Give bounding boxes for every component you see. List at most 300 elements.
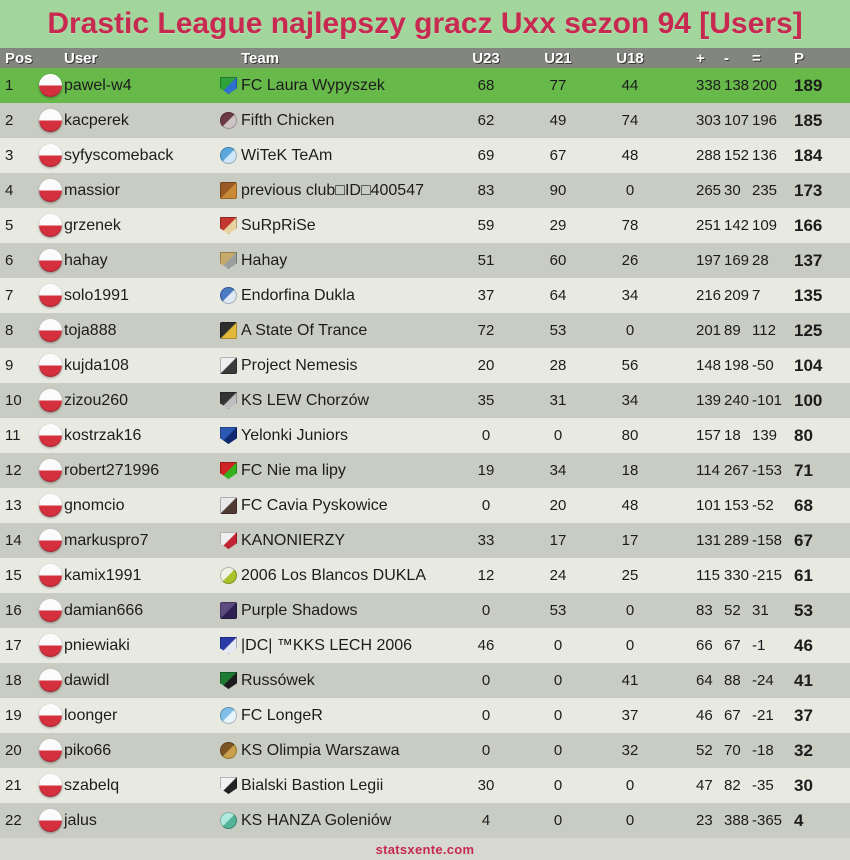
flag-cell — [36, 599, 64, 622]
user-name: szabelq — [64, 776, 120, 794]
flag-cell — [36, 704, 64, 727]
table-row — [0, 488, 850, 523]
plus-value: 47 — [696, 777, 713, 794]
column-header-u18: U18 — [616, 49, 644, 67]
badge-cell — [220, 777, 241, 794]
badge-cell — [220, 77, 241, 94]
user-name: kamix1991 — [64, 566, 142, 584]
minus-value: 142 — [724, 217, 750, 234]
equals-value: 31 — [752, 602, 769, 619]
u23-value: 62 — [477, 112, 495, 129]
plus-value: 265 — [696, 182, 722, 199]
u18-value: 34 — [621, 392, 639, 409]
table-row — [0, 558, 850, 593]
points-value: 189 — [794, 75, 823, 95]
team-name: 2006 Los Blancos DUKLA — [241, 566, 426, 584]
equals-value: -153 — [752, 462, 783, 479]
equals-value: 112 — [752, 322, 776, 339]
column-header-minus: - — [724, 49, 729, 67]
badge-cell — [220, 462, 241, 479]
poland-flag-icon — [39, 214, 62, 237]
flag-cell — [36, 424, 64, 447]
pos-label: 2 — [5, 112, 14, 129]
table-row — [0, 663, 850, 698]
table-row — [0, 173, 850, 208]
user-name: piko66 — [64, 741, 112, 759]
minus-value: 138 — [724, 77, 750, 94]
u23-value: 20 — [477, 357, 495, 374]
pos-label: 21 — [5, 777, 22, 794]
plus-value: 139 — [696, 392, 722, 409]
u18-value: 0 — [625, 602, 635, 619]
team-badge-icon — [220, 462, 237, 479]
team-name: Hahay — [241, 251, 288, 269]
plus-value: 46 — [696, 707, 713, 724]
u21-value: 0 — [553, 812, 563, 829]
user-name: loonger — [64, 706, 118, 724]
team-badge-icon — [220, 497, 237, 514]
pos-label: 6 — [5, 252, 14, 269]
user-name: pawel-w4 — [64, 76, 132, 94]
u21-value: 34 — [549, 462, 567, 479]
u21-value: 0 — [553, 742, 563, 759]
u21-value: 29 — [549, 217, 567, 234]
u21-value: 0 — [553, 777, 563, 794]
team-badge-icon — [220, 112, 237, 129]
equals-value: 7 — [752, 287, 761, 304]
poland-flag-icon — [39, 809, 62, 832]
points-value: 137 — [794, 250, 823, 270]
flag-cell — [36, 249, 64, 272]
u21-value: 0 — [553, 637, 563, 654]
u21-value: 64 — [549, 287, 567, 304]
u23-value: 0 — [481, 427, 491, 444]
equals-value: -215 — [752, 567, 783, 584]
pos-label: 16 — [5, 602, 22, 619]
plus-value: 64 — [696, 672, 713, 689]
team-name: Bialski Bastion Legii — [241, 776, 384, 794]
footer-site-label: statsxente.com — [375, 841, 475, 857]
user-name: massior — [64, 181, 121, 199]
points-value: 80 — [794, 425, 813, 445]
user-name: kacperek — [64, 111, 129, 129]
poland-flag-icon — [39, 319, 62, 342]
u18-value: 78 — [621, 217, 639, 234]
poland-flag-icon — [39, 424, 62, 447]
team-name: SuRpRiSe — [241, 216, 316, 234]
poland-flag-icon — [39, 284, 62, 307]
points-value: 37 — [794, 705, 813, 725]
plus-value: 83 — [696, 602, 713, 619]
team-badge-icon — [220, 182, 237, 199]
minus-value: 330 — [724, 567, 750, 584]
title-bar — [0, 0, 850, 48]
flag-cell — [36, 774, 64, 797]
table-row — [0, 348, 850, 383]
poland-flag-icon — [39, 74, 62, 97]
user-name: pniewiaki — [64, 636, 130, 654]
u23-value: 51 — [477, 252, 495, 269]
badge-cell — [220, 147, 241, 164]
team-name: Yelonki Juniors — [241, 426, 349, 444]
team-name: KS Olimpia Warszawa — [241, 741, 400, 759]
points-value: 104 — [794, 355, 823, 375]
pos-label: 19 — [5, 707, 22, 724]
user-name: damian666 — [64, 601, 144, 619]
plus-value: 303 — [696, 112, 722, 129]
pos-label: 9 — [5, 357, 14, 374]
user-name: kostrzak16 — [64, 426, 142, 444]
flag-cell — [36, 389, 64, 412]
u23-value: 46 — [477, 637, 495, 654]
flag-cell — [36, 214, 64, 237]
user-name: solo1991 — [64, 286, 129, 304]
pos-label: 14 — [5, 532, 22, 549]
table-row — [0, 523, 850, 558]
u18-value: 34 — [621, 287, 639, 304]
u18-value: 41 — [621, 672, 639, 689]
points-value: 135 — [794, 285, 823, 305]
column-header-pos: Pos — [5, 49, 33, 67]
flag-cell — [36, 739, 64, 762]
u21-value: 53 — [549, 602, 567, 619]
equals-value: -52 — [752, 497, 774, 514]
team-name: |DC| ™KKS LECH 2006 — [241, 636, 413, 654]
column-header-u23: U23 — [472, 49, 500, 67]
minus-value: 82 — [724, 777, 741, 794]
badge-cell — [220, 322, 241, 339]
points-value: 68 — [794, 495, 813, 515]
minus-value: 153 — [724, 497, 750, 514]
equals-value: -1 — [752, 637, 766, 654]
column-header-equals: = — [752, 49, 761, 67]
flag-cell — [36, 319, 64, 342]
table-row — [0, 383, 850, 418]
points-value: 173 — [794, 180, 823, 200]
poland-flag-icon — [39, 704, 62, 727]
u21-value: 28 — [549, 357, 567, 374]
u23-value: 4 — [481, 812, 491, 829]
u18-value: 0 — [625, 777, 635, 794]
plus-value: 114 — [696, 462, 720, 479]
badge-cell — [220, 182, 241, 199]
column-header-plus: + — [696, 49, 705, 67]
table-row — [0, 313, 850, 348]
column-header-team: Team — [241, 49, 280, 67]
pos-label: 7 — [5, 287, 14, 304]
pos-label: 15 — [5, 567, 22, 584]
equals-value: -24 — [752, 672, 774, 689]
minus-value: 18 — [724, 427, 741, 444]
flag-cell — [36, 564, 64, 587]
points-value: 41 — [794, 670, 813, 690]
pos-label: 20 — [5, 742, 22, 759]
u23-value: 83 — [477, 182, 495, 199]
team-badge-icon — [220, 602, 237, 619]
table-row — [0, 803, 850, 838]
points-value: 4 — [794, 810, 804, 830]
flag-cell — [36, 354, 64, 377]
team-name: Purple Shadows — [241, 601, 358, 619]
u23-value: 69 — [477, 147, 495, 164]
points-value: 100 — [794, 390, 823, 410]
table-row — [0, 698, 850, 733]
plus-value: 52 — [696, 742, 713, 759]
u21-value: 77 — [549, 77, 567, 94]
table-row — [0, 733, 850, 768]
team-badge-icon — [220, 77, 237, 94]
equals-value: -158 — [752, 532, 783, 549]
minus-value: 70 — [724, 742, 741, 759]
minus-value: 388 — [724, 812, 750, 829]
plus-value: 157 — [696, 427, 722, 444]
flag-cell — [36, 529, 64, 552]
poland-flag-icon — [39, 179, 62, 202]
table-row — [0, 208, 850, 243]
team-name: WiTeK TeAm — [241, 146, 333, 164]
u23-value: 37 — [477, 287, 495, 304]
u23-value: 68 — [477, 77, 495, 94]
poland-flag-icon — [39, 669, 62, 692]
badge-cell — [220, 742, 241, 759]
equals-value: -21 — [752, 707, 774, 724]
u23-value: 72 — [477, 322, 495, 339]
u18-value: 44 — [621, 77, 639, 94]
u18-value: 17 — [621, 532, 639, 549]
minus-value: 67 — [724, 637, 741, 654]
points-value: 185 — [794, 110, 823, 130]
plus-value: 338 — [696, 77, 722, 94]
user-name: hahay — [64, 251, 108, 269]
u21-value: 67 — [549, 147, 567, 164]
team-name: Russówek — [241, 671, 315, 689]
team-badge-icon — [220, 567, 237, 584]
team-name: A State Of Trance — [241, 321, 368, 339]
team-name: KS LEW Chorzów — [241, 391, 370, 409]
table-header-row — [0, 48, 850, 68]
equals-value: -101 — [752, 392, 783, 409]
badge-cell — [220, 392, 241, 409]
table-row — [0, 768, 850, 803]
flag-cell — [36, 809, 64, 832]
minus-value: 152 — [724, 147, 750, 164]
pos-label: 22 — [5, 812, 22, 829]
u18-value: 37 — [621, 707, 639, 724]
plus-value: 288 — [696, 147, 722, 164]
badge-cell — [220, 287, 241, 304]
table-row — [0, 628, 850, 663]
equals-value: -35 — [752, 777, 774, 794]
team-name: Fifth Chicken — [241, 111, 335, 129]
poland-flag-icon — [39, 634, 62, 657]
badge-cell — [220, 707, 241, 724]
plus-value: 23 — [696, 812, 713, 829]
points-value: 166 — [794, 215, 823, 235]
points-value: 53 — [794, 600, 813, 620]
u23-value: 0 — [481, 707, 491, 724]
team-name: FC Cavia Pyskowice — [241, 496, 388, 514]
u23-value: 35 — [477, 392, 495, 409]
points-value: 46 — [794, 635, 813, 655]
user-name: zizou260 — [64, 391, 129, 409]
minus-value: 267 — [724, 462, 750, 479]
flag-cell — [36, 284, 64, 307]
minus-value: 289 — [724, 532, 750, 549]
plus-value: 131 — [696, 532, 722, 549]
table-row — [0, 278, 850, 313]
u23-value: 0 — [481, 672, 491, 689]
points-value: 30 — [794, 775, 813, 795]
flag-cell — [36, 74, 64, 97]
poland-flag-icon — [39, 494, 62, 517]
equals-value: 28 — [752, 252, 769, 269]
u18-value: 26 — [621, 252, 639, 269]
equals-value: 200 — [752, 77, 778, 94]
minus-value: 198 — [724, 357, 750, 374]
pos-label: 1 — [5, 77, 14, 94]
points-value: 32 — [794, 740, 813, 760]
table-row — [0, 453, 850, 488]
user-name: jalus — [64, 811, 97, 829]
poland-flag-icon — [39, 774, 62, 797]
u23-value: 0 — [481, 602, 491, 619]
u23-value: 12 — [477, 567, 495, 584]
flag-cell — [36, 459, 64, 482]
team-name: previous club□ID□400547 — [241, 181, 424, 199]
pos-label: 5 — [5, 217, 14, 234]
team-name: FC Laura Wypyszek — [241, 76, 385, 94]
equals-value: 139 — [752, 427, 778, 444]
pos-label: 13 — [5, 497, 22, 514]
flag-cell — [36, 494, 64, 517]
minus-value: 209 — [724, 287, 750, 304]
flag-cell — [36, 179, 64, 202]
u18-value: 0 — [625, 322, 635, 339]
u23-value: 0 — [481, 497, 491, 514]
user-name: grzenek — [64, 216, 121, 234]
plus-value: 101 — [696, 497, 722, 514]
page-title: Drastic League najlepszy gracz Uxx sezon 94 [Users] — [47, 7, 803, 40]
u18-value: 74 — [621, 112, 639, 129]
team-badge-icon — [220, 707, 237, 724]
points-value: 61 — [794, 565, 813, 585]
badge-cell — [220, 427, 241, 444]
badge-cell — [220, 672, 241, 689]
column-header-points: P — [794, 49, 805, 67]
u18-value: 25 — [621, 567, 639, 584]
u21-value: 60 — [549, 252, 567, 269]
badge-cell — [220, 567, 241, 584]
u21-value: 0 — [553, 427, 563, 444]
poland-flag-icon — [39, 459, 62, 482]
poland-flag-icon — [39, 249, 62, 272]
u18-value: 18 — [621, 462, 639, 479]
minus-value: 169 — [724, 252, 750, 269]
flag-cell — [36, 669, 64, 692]
minus-value: 240 — [724, 392, 750, 409]
u18-value: 0 — [625, 812, 635, 829]
pos-label: 4 — [5, 182, 14, 199]
badge-cell — [220, 252, 241, 269]
u23-value: 33 — [477, 532, 495, 549]
u21-value: 0 — [553, 707, 563, 724]
u21-value: 49 — [549, 112, 567, 129]
badge-cell — [220, 112, 241, 129]
pos-label: 3 — [5, 147, 14, 164]
equals-value: 235 — [752, 182, 778, 199]
plus-value: 66 — [696, 637, 713, 654]
u18-value: 0 — [625, 637, 635, 654]
plus-value: 216 — [696, 287, 722, 304]
column-header-user: User — [64, 49, 98, 67]
points-value: 184 — [794, 145, 823, 165]
badge-cell — [220, 637, 241, 654]
pos-label: 18 — [5, 672, 22, 689]
u23-value: 30 — [477, 777, 495, 794]
points-value: 125 — [794, 320, 823, 340]
user-name: gnomcio — [64, 496, 125, 514]
equals-value: 196 — [752, 112, 778, 129]
user-name: robert271996 — [64, 461, 160, 479]
minus-value: 107 — [724, 112, 750, 129]
pos-label: 8 — [5, 322, 14, 339]
equals-value: -18 — [752, 742, 774, 759]
badge-cell — [220, 602, 241, 619]
poland-flag-icon — [39, 599, 62, 622]
equals-value: -365 — [752, 812, 783, 829]
team-name: Endorfina Dukla — [241, 286, 355, 304]
flag-cell — [36, 109, 64, 132]
plus-value: 197 — [696, 252, 722, 269]
u18-value: 80 — [621, 427, 639, 444]
team-badge-icon — [220, 252, 237, 269]
plus-value: 201 — [696, 322, 722, 339]
pos-label: 10 — [5, 392, 22, 409]
poland-flag-icon — [39, 739, 62, 762]
points-value: 71 — [794, 460, 813, 480]
u23-value: 59 — [477, 217, 495, 234]
minus-value: 52 — [724, 602, 741, 619]
team-badge-icon — [220, 427, 237, 444]
team-badge-icon — [220, 147, 237, 164]
team-badge-icon — [220, 672, 237, 689]
u23-value: 19 — [477, 462, 495, 479]
table-row — [0, 593, 850, 628]
poland-flag-icon — [39, 144, 62, 167]
poland-flag-icon — [39, 564, 62, 587]
user-name: kujda108 — [64, 356, 129, 374]
badge-cell — [220, 532, 241, 549]
team-badge-icon — [220, 217, 237, 234]
table-body — [0, 68, 850, 838]
u21-value: 0 — [553, 672, 563, 689]
team-name: Project Nemesis — [241, 356, 358, 374]
u21-value: 31 — [549, 392, 567, 409]
u18-value: 32 — [621, 742, 639, 759]
u21-value: 20 — [549, 497, 567, 514]
u21-value: 53 — [549, 322, 567, 339]
table-row — [0, 68, 850, 103]
team-badge-icon — [220, 812, 237, 829]
plus-value: 148 — [696, 357, 722, 374]
points-value: 67 — [794, 530, 813, 550]
team-badge-icon — [220, 637, 237, 654]
u18-value: 48 — [621, 147, 639, 164]
team-name: FC LongeR — [241, 706, 323, 724]
team-badge-icon — [220, 287, 237, 304]
u21-value: 17 — [549, 532, 567, 549]
poland-flag-icon — [39, 389, 62, 412]
